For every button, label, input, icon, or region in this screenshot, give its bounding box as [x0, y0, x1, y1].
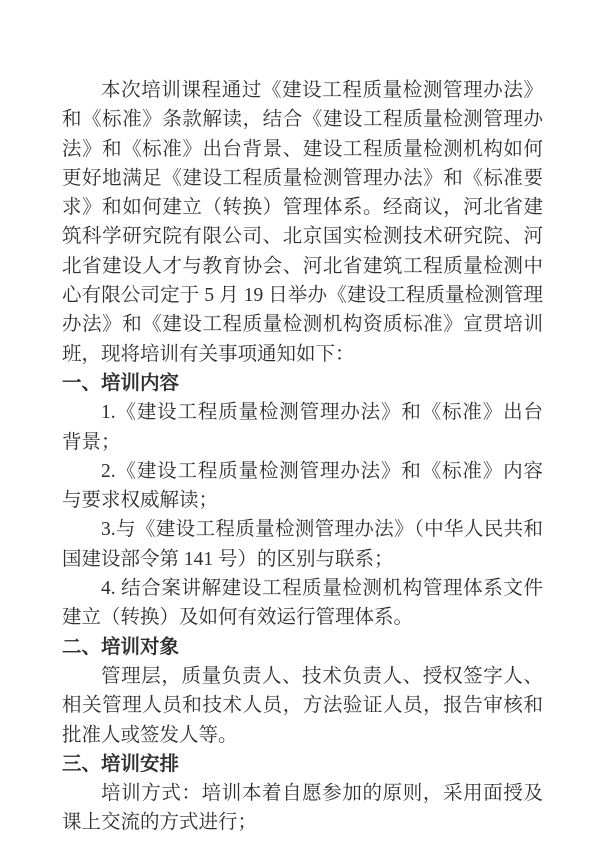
- list-item-4: 4. 结合案讲解建设工程质量检测机构管理体系文件建立（转换）及如何有效运行管理体系。: [62, 578, 543, 629]
- list-item-3: 3.与《建设工程质量检测管理办法》（中华人民共和国建设部令第 141 号）的区别与联系；: [62, 519, 543, 570]
- paragraph-arrangement: 培训方式：培训本着自愿参加的原则，采用面授及课上交流的方式进行；: [62, 783, 543, 834]
- paragraph-audience: 管理层，质量负责人、技术负责人、授权签字人、相关管理人员和技术人员，方法验证人员，报告审核和批准人或签发人等。: [62, 665, 543, 746]
- list-item-2: 2.《建设工程质量检测管理办法》和《标准》内容与要求权威解读；: [62, 460, 543, 512]
- list-item-1: 1.《建设工程质量检测管理办法》和《标准》出台背景；: [62, 402, 543, 453]
- heading-training-arrangement: 三、培训安排: [62, 752, 180, 775]
- heading-training-content: 一、培训内容: [62, 371, 180, 394]
- paragraph-intro: 本次培训课程通过《建设工程质量检测管理办法》和《标准》条款解读，结合《建设工程质量检测管理办法》和《标准》出台背景、建设工程质量检测机构如何更好地满足《建设工程质量检测管理办法》和《标准要求》和如何建立（转换）管理体系。经商议，河北省建筑科学研究院有限公司、北京国实检测技术研究院、河北省建设人才与教育协会、河北省建筑工程质量检测中心有限公司定于 5 月 19 日举办《建设工程质量检测管理办法》和《建设工程质量检测机构资质标准》宣贯培训班，现将培训有关事项通知如下：: [62, 80, 543, 365]
- heading-training-audience: 二、培训对象: [62, 635, 180, 658]
